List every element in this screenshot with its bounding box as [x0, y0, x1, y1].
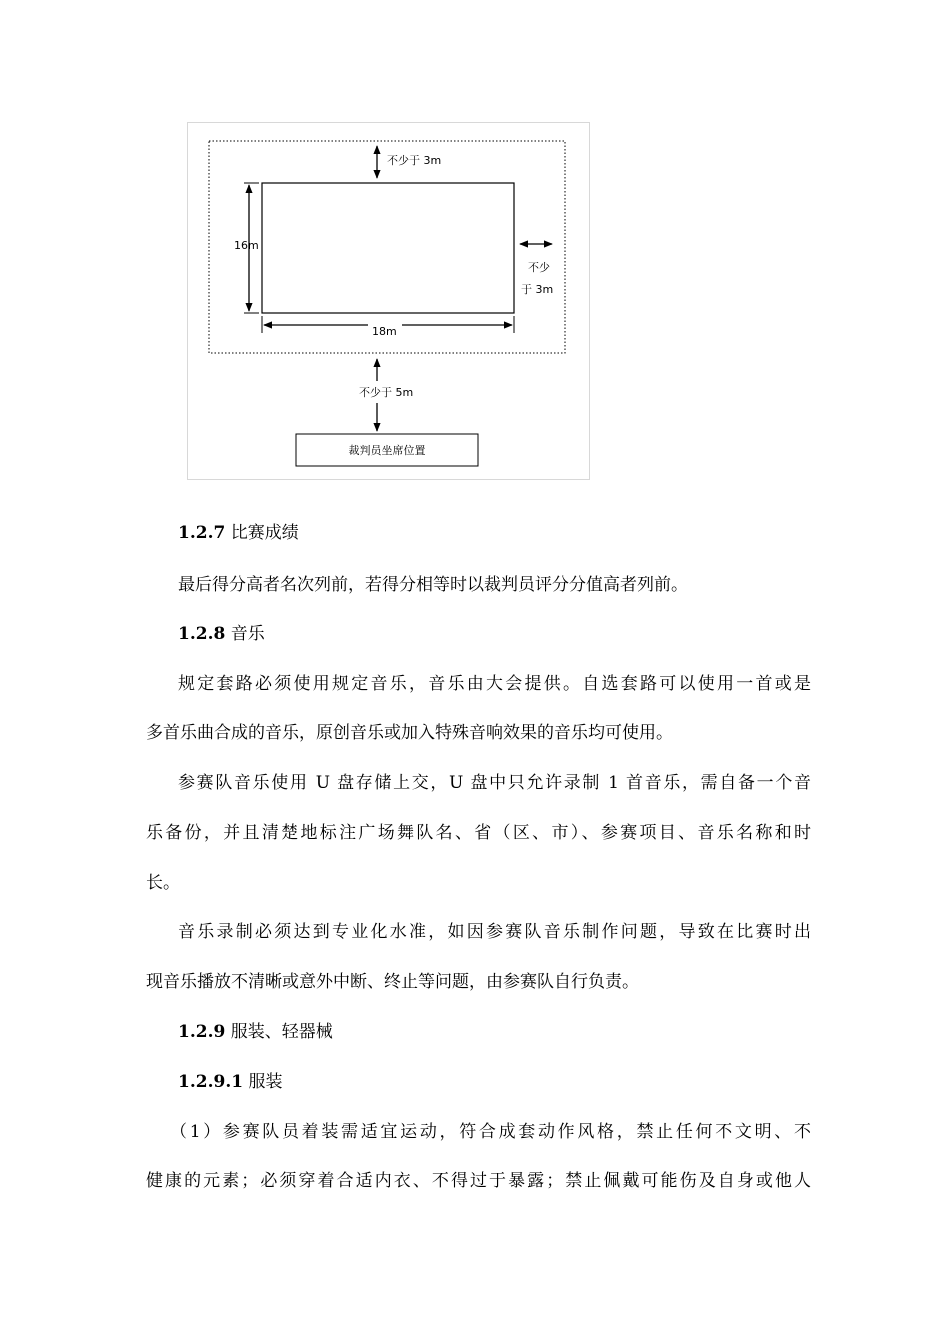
side-gap-label-line2: 于 3m	[521, 283, 554, 296]
side-gap-label-line1: 不少	[528, 261, 550, 274]
venue-diagram-svg	[188, 123, 591, 481]
section-heading-1-2-7: 1.2.7 比赛成绩	[178, 523, 299, 543]
paragraph-line: 规定套路必须使用规定音乐，音乐由大会提供。自选套路可以使用一首或是	[178, 674, 811, 694]
section-heading-1-2-9: 1.2.9 服装、轻器械	[178, 1022, 333, 1042]
section-heading-1-2-8: 1.2.8 音乐	[178, 624, 265, 644]
paragraph-line: 多首乐曲合成的音乐，原创音乐或加入特殊音响效果的音乐均可使用。	[146, 723, 673, 743]
bottom-gap-label: 不少于 5m	[359, 386, 414, 399]
height-label: 16m	[234, 239, 259, 252]
paragraph-line: 音乐录制必须达到专业化水准，如因参赛队音乐制作问题，导致在比赛时出	[178, 922, 811, 942]
paragraph-line: 乐备份，并且清楚地标注广场舞队名、省（区、市）、参赛项目、音乐名称和时	[146, 823, 811, 843]
paragraph-line: 健康的元素；必须穿着合适内衣、不得过于暴露；禁止佩戴可能伤及自身或他人	[146, 1171, 811, 1191]
competition-area-rect	[262, 183, 514, 313]
venue-diagram	[187, 122, 590, 480]
top-gap-label: 不少于 3m	[387, 154, 442, 167]
section-heading-1-2-9-1: 1.2.9.1 服装	[178, 1072, 283, 1092]
paragraph-line: 参赛队音乐使用 U 盘存储上交，U 盘中只允许录制 1 首音乐，需自备一个音	[178, 773, 811, 793]
paragraph-line: 最后得分高者名次列前，若得分相等时以裁判员评分分值高者列前。	[178, 575, 688, 595]
paragraph-line: （1）参赛队员着装需适宜运动，符合成套动作风格，禁止任何不文明、不	[170, 1122, 811, 1142]
width-label: 18m	[372, 325, 397, 338]
paragraph-line: 现音乐播放不清晰或意外中断、终止等问题，由参赛队自行负责。	[146, 972, 639, 992]
judges-seat-label: 裁判员坐席位置	[348, 444, 426, 457]
paragraph-line: 长。	[146, 873, 180, 893]
